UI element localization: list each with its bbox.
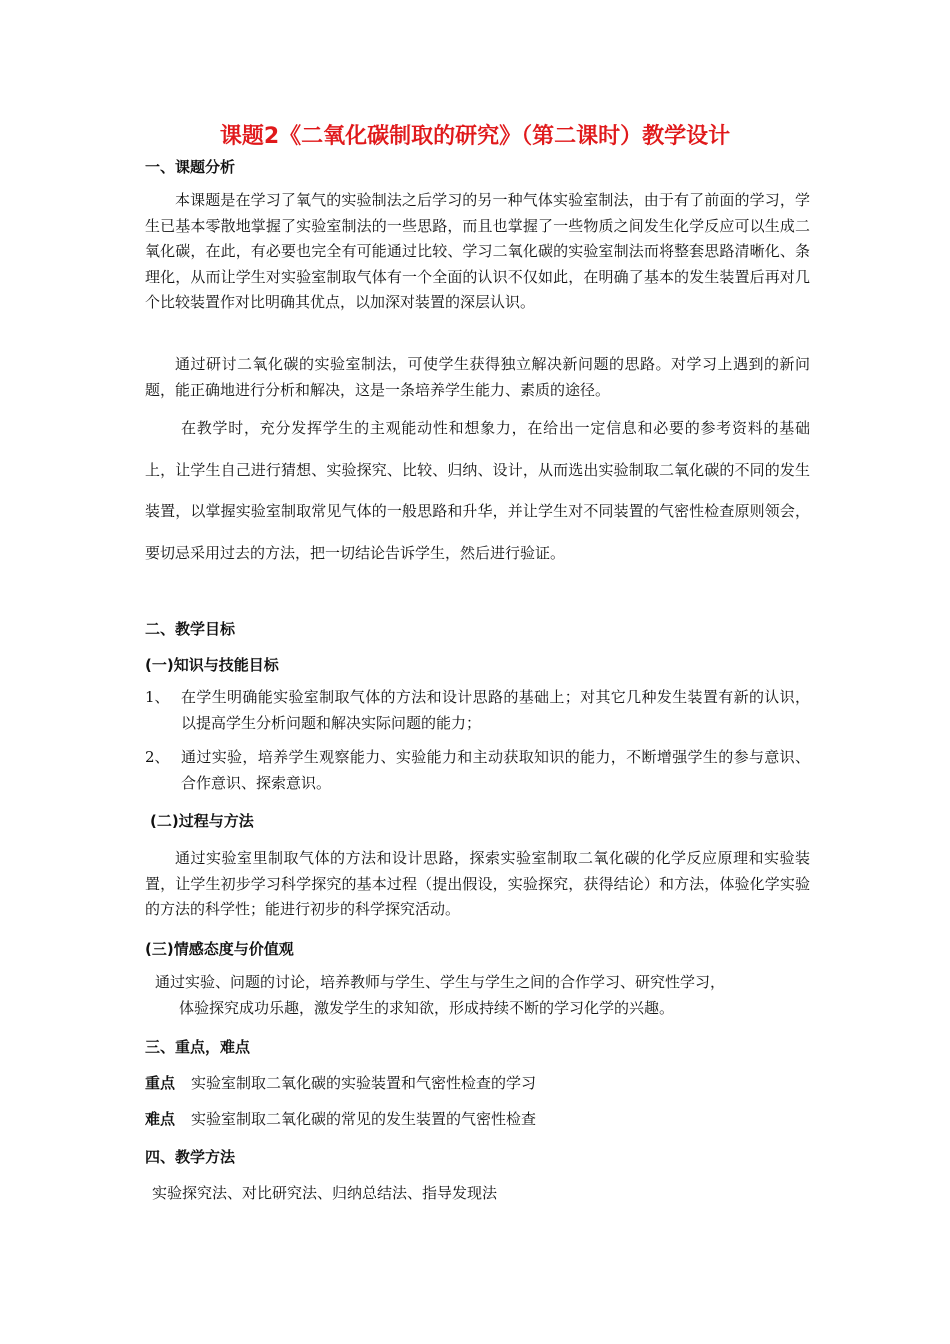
emotion-paragraph [155, 970, 815, 1021]
methods-text: 实验探究法、对比研究法、归纳总结法、指导发现法 [152, 1184, 498, 1202]
analysis-paragraph-3: 在教学时，充分发挥学生的主观能动性和想象力，在给出一定信息和必要的参考资料的基础上，让学生自己进行猜想、实验探究、比较、归纳、设计，从而选出实验制取二氧化碳的不同的发生装置，以掌握实验室制取常见气体的一般思路和升华，并让学生对不同装置的气密性检查原则领会，要切忌采用过去的方法，把一切结论告诉学生，然后进行验证。 [145, 419, 810, 562]
list-item [145, 685, 810, 736]
list-item-text: 通过实验，培养学生观察能力、实验能力和主动获取知识的能力，不断增强学生的参与意识、合作意识、探索意识。 [181, 748, 810, 792]
difficulty-row [145, 1108, 536, 1130]
section-heading-methods: 四、教学方法 [145, 1148, 236, 1166]
emotion-line-2: 体验探究成功乐趣，激发学生的求知欲，形成持续不断的学习化学的兴趣。 [179, 998, 675, 1017]
emotion-line-1: 通过实验、问题的讨论，培养教师与学生、学生与学生之间的合作学习、研究性学习， [155, 973, 726, 991]
analysis-paragraph-2: 通过研讨二氧化碳的实验室制法，可使学生获得独立解决新问题的思路。对学习上遇到的新问题，能正确地进行分析和解决，这是一条培养学生能力、素质的途径。 [145, 355, 810, 399]
section-heading-analysis: 一、课题分析 [145, 158, 236, 176]
difficulty-text: 实验室制取二氧化碳的常见的发生装置的气密性检查 [191, 1110, 537, 1128]
section-heading-goals: 二、教学目标 [145, 620, 236, 638]
method-paragraph: 通过实验室里制取气体的方法和设计思路，探索实验室制取二氧化碳的化学反应原理和实验装置，让学生初步学习科学探究的基本过程（提出假设，实验探究，获得结论）和方法，体验化学实验的方法的科学性；能进行初步的科学探究活动。 [145, 849, 810, 919]
list-item-number: 2、 [145, 748, 170, 766]
key-point-row [145, 1072, 536, 1094]
analysis-paragraph-1: 本课题是在学习了氧气的实验制法之后学习的另一种气体实验室制法，由于有了前面的学习，学生已基本零散地掌握了实验室制法的一些思路，而且也掌握了一些物质之间发生化学反应可以生成二氧化碳，在此，有必要也完全有可能通过比较、学习二氧化碳的实验室制法而将整套思路清晰化、条理化，从而让学生对实验室制取气体有一个全面的认识不仅如此，在明确了基本的发生装置后再对几个比较装置作对比明确其优点，以加深对装置的深层认识。 [145, 191, 810, 312]
list-item-number: 1、 [145, 688, 170, 706]
list-item [145, 745, 810, 796]
difficulty-label: 难点 [145, 1110, 176, 1128]
subheading-emotion-values: (三)情感态度与价值观 [145, 940, 294, 958]
subheading-knowledge-skills: (一)知识与技能目标 [145, 656, 279, 674]
section-heading-key-points: 三、重点，难点 [145, 1038, 251, 1056]
document-title: 课题2《二氧化碳制取的研究》（第二课时）教学设计 [219, 124, 731, 149]
key-point-text: 实验室制取二氧化碳的实验装置和气密性检查的学习 [191, 1074, 537, 1092]
subheading-process-method: (二)过程与方法 [150, 812, 254, 830]
list-item-text: 在学生明确能实验室制取气体的方法和设计思路的基础上；对其它几种发生装置有新的认识，以提高学生分析问题和解决实际问题的能力； [181, 688, 810, 732]
key-point-label: 重点 [145, 1074, 176, 1092]
